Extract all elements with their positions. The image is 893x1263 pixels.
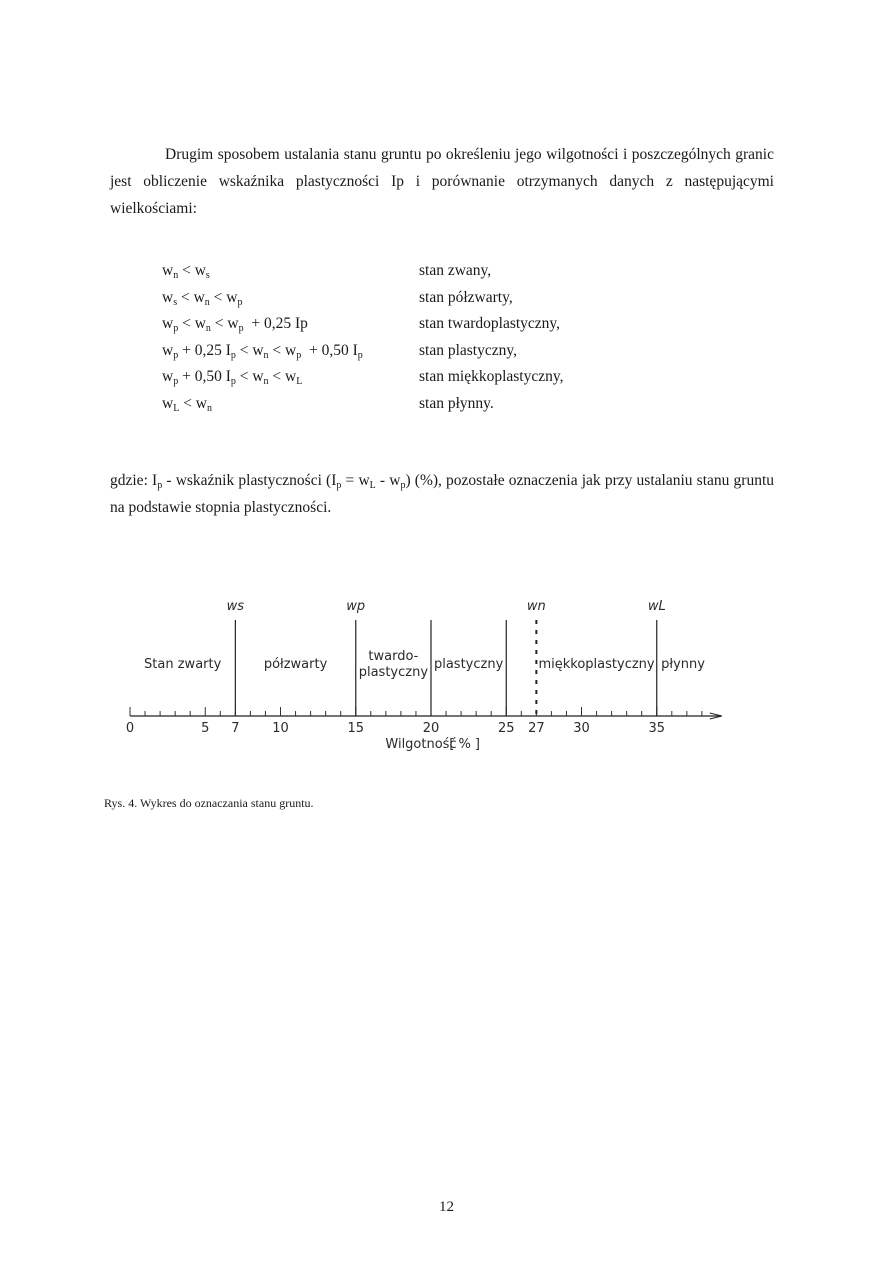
zone-label: twardo- — [368, 649, 419, 664]
condition-state: stan zwany, — [419, 262, 492, 279]
marker-label: wp — [346, 599, 366, 614]
condition-state: stan twardoplastyczny, — [419, 315, 561, 332]
condition-state: stan płynny. — [419, 394, 494, 412]
condition-row — [162, 342, 682, 369]
condition-state: stan plastyczny, — [419, 341, 517, 359]
condition-expression: $w_p + 0,50$ $I_p < w_n < w_L$ — [162, 368, 303, 387]
condition-row — [162, 262, 682, 289]
condition-state: stan miękkoplastyczny, — [419, 368, 564, 385]
figure-caption: Rys. 4. Wykres do oznaczania stanu gruntu. — [104, 796, 314, 810]
axis-unit: [ % ] — [449, 737, 481, 752]
marker-label: ws — [226, 599, 245, 614]
condition-row — [162, 395, 682, 422]
tick-label: 30 — [573, 721, 590, 736]
soil-state-diagram — [110, 585, 760, 765]
condition-expression: $w_L < w_n$ — [162, 394, 212, 414]
zone-label: plastyczny — [433, 657, 504, 672]
zone-label: płynny — [661, 657, 705, 672]
conditions-list — [162, 262, 682, 421]
condition-expression: $w_n < w_s$ — [162, 262, 210, 281]
condition-expression: $w_s < w_n < w_p$ — [162, 288, 243, 308]
tick-label: 20 — [422, 721, 440, 736]
tick-label: 7 — [231, 721, 240, 736]
page-number: 12 — [439, 1199, 454, 1215]
zone-label: Stan zwarty — [144, 657, 222, 672]
tick-label: 25 — [497, 721, 515, 736]
marker-label: wn — [526, 599, 546, 614]
zone-label: półzwarty — [263, 657, 328, 672]
condition-row — [162, 289, 682, 316]
tick-label: 0 — [125, 721, 135, 736]
tick-label: 10 — [272, 721, 289, 736]
condition-expression: $w_p < w_n < w_p + 0,25$ Ip — [162, 315, 308, 334]
tick-label: 27 — [528, 721, 545, 736]
zone-label: plastyczny — [358, 665, 429, 680]
condition-state: stan półzwarty, — [419, 288, 513, 306]
intro-paragraph: Drugim sposobem ustalania stanu gruntu po określeniu jego wilgotności i poszczególnych granic jest obliczenie wskaźnika plastyczności Ip i porównanie otrzymanych danych z następującymi wielkościami: — [110, 146, 774, 217]
tick-label: 35 — [648, 721, 666, 736]
marker-label: wL — [647, 599, 666, 614]
condition-row — [162, 315, 682, 342]
condition-row — [162, 368, 682, 395]
zone-label: miękkoplastyczny — [538, 657, 655, 672]
tick-label: 15 — [347, 721, 365, 736]
axis-title: Wilgotność — [385, 737, 457, 752]
tick-label: 5 — [201, 721, 210, 736]
condition-expression: $w_p + 0,25$ $I_p < w_n < w_p + 0,50$ $I_p$ — [162, 341, 363, 361]
definition-paragraph: gdzie: $I_p$ - wskaźnik plastyczności $(I_p = w_L - w_p)$ (%), pozostałe oznaczenia jak przy ustalaniu stanu gruntu na podstawie stopnia plastyczności. — [110, 472, 775, 516]
